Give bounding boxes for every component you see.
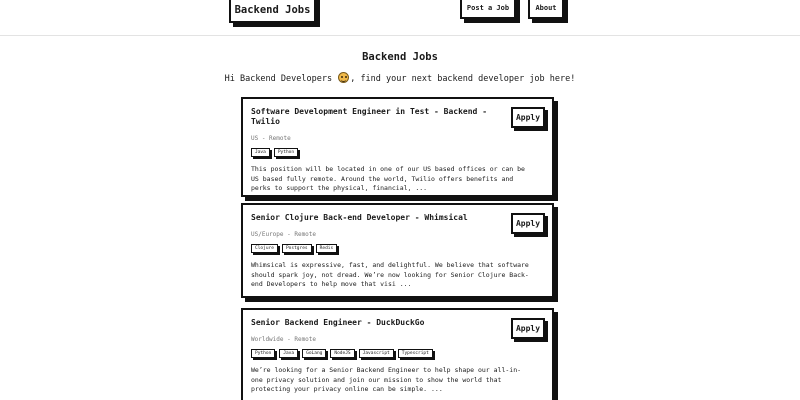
intro-text-start: Hi Backend Developers <box>224 74 338 84</box>
job-tag[interactable]: Java <box>279 349 298 358</box>
post-a-job-button[interactable]: Post a Job <box>460 0 516 19</box>
job-card <box>241 308 554 400</box>
job-tag[interactable]: GoLang <box>302 349 326 358</box>
intro-text-end: , find your next backend developer job here! <box>350 74 576 84</box>
page-title: Backend Jobs <box>362 51 438 63</box>
cowboy-emoji-icon <box>338 72 349 83</box>
apply-button[interactable]: Apply <box>511 107 545 128</box>
job-title[interactable]: Software Development Engineer in Test - Backend - Twilio <box>251 107 488 126</box>
apply-button[interactable]: Apply <box>511 213 545 234</box>
job-location: US - Remote <box>251 135 291 142</box>
site-logo-button[interactable]: Backend Jobs <box>229 0 316 23</box>
job-location: US/Europe - Remote <box>251 231 317 238</box>
job-card <box>241 97 554 197</box>
job-title[interactable]: Senior Clojure Back-end Developer - Whimsical <box>251 213 468 222</box>
job-description: Whimsical is expressive, fast, and delightful. We believe that software should spark joy, not dread. We’re now looking for Senior Clojure Back-end Developers to help move that visi ... <box>251 261 529 288</box>
job-tags <box>251 148 544 159</box>
job-tag[interactable]: Postgres <box>282 244 312 253</box>
job-tag[interactable]: Python <box>251 349 275 358</box>
job-description: This position will be located in one of our US based offices or can be US based fully remote. Around the world, Twilio offers benefits and perks to support the physical, financial, ... <box>251 165 525 192</box>
page-intro <box>0 72 800 84</box>
job-tag[interactable]: NodeJS <box>330 349 354 358</box>
job-tag[interactable]: Redis <box>316 244 338 253</box>
job-card <box>241 203 554 298</box>
job-tag[interactable]: Java <box>251 148 270 157</box>
job-tags <box>251 244 544 255</box>
job-tag[interactable]: Typescript <box>398 349 433 358</box>
top-navigation <box>0 0 800 36</box>
apply-button[interactable]: Apply <box>511 318 545 339</box>
job-description: We’re looking for a Senior Backend Engineer to help shape our all-in-one privacy solution and join our mission to show the world that protecting your privacy online can be simple. ... <box>251 366 522 393</box>
job-tags <box>251 349 544 360</box>
job-title[interactable]: Senior Backend Engineer - DuckDuckGo <box>251 318 425 327</box>
job-location: Worldwide - Remote <box>251 336 317 343</box>
job-tag[interactable]: Javascript <box>359 349 394 358</box>
about-button[interactable]: About <box>528 0 564 19</box>
job-tag[interactable]: Python <box>274 148 298 157</box>
job-tag[interactable]: Clojure <box>251 244 278 253</box>
